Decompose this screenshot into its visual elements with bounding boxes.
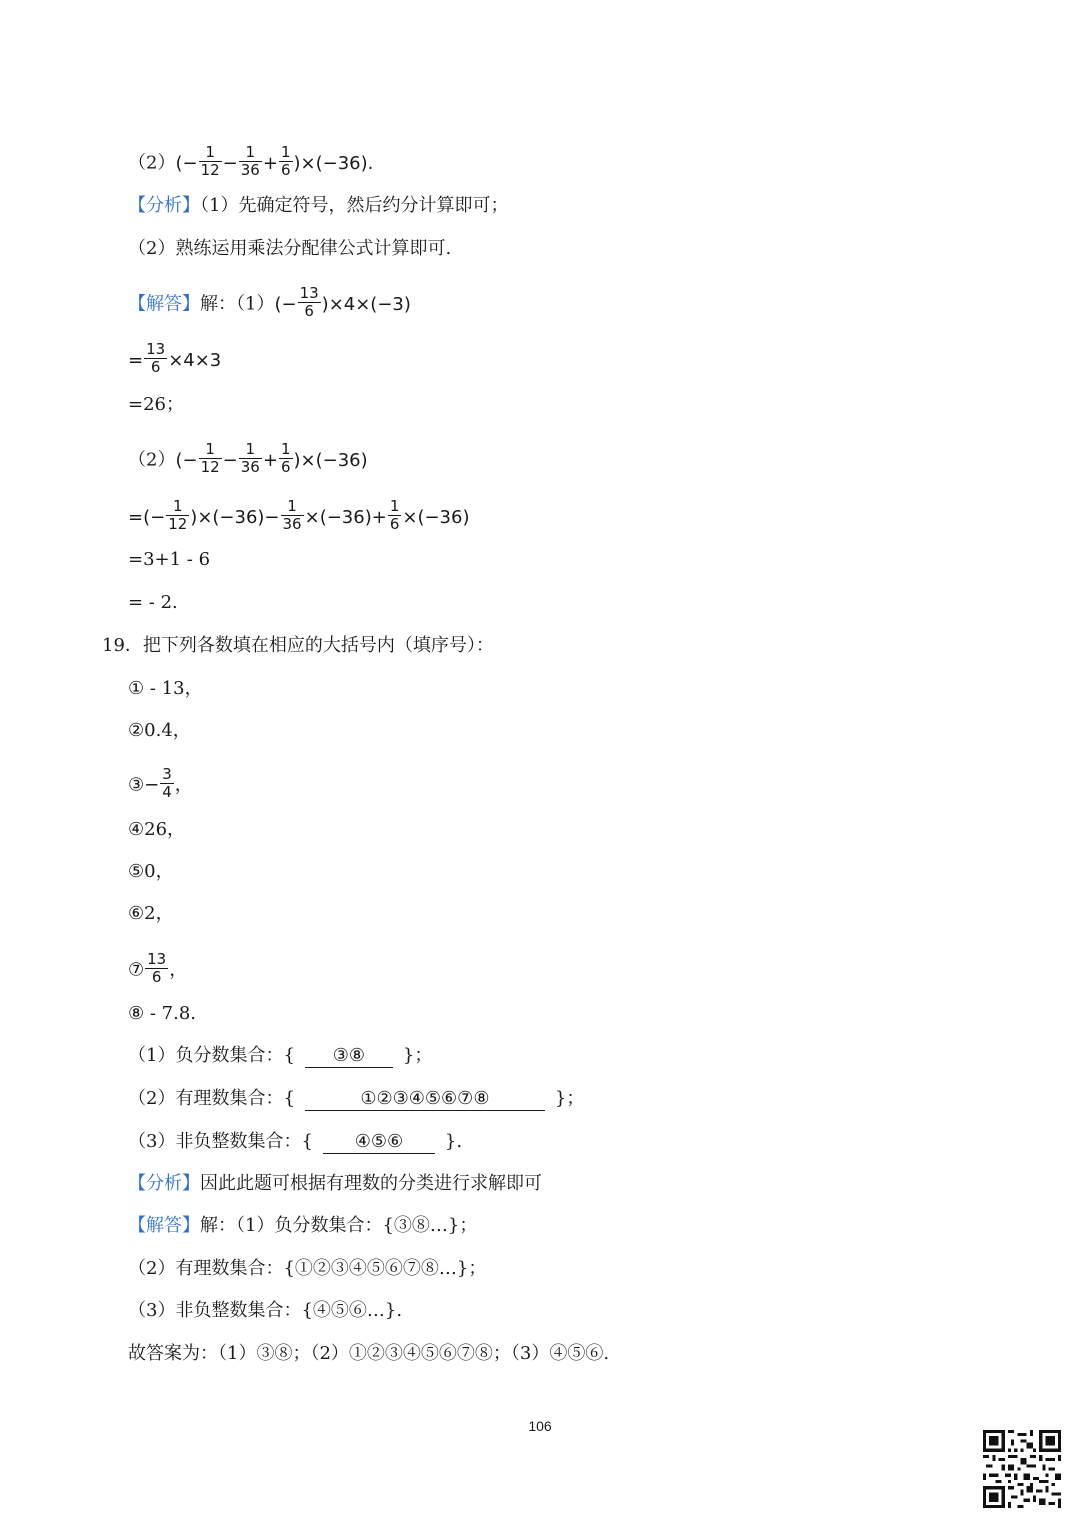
answer-tag: 【解答】 — [128, 293, 200, 315]
denominator: 36 — [282, 515, 302, 533]
step-1-expr — [128, 340, 222, 376]
prev-step-2: =26； — [128, 394, 184, 415]
numerator: 3 — [162, 765, 172, 783]
item-label: ⑧ — [128, 1003, 145, 1024]
denominator: 36 — [240, 458, 260, 476]
set-label: （3）非负整数集合：{ — [128, 1131, 313, 1152]
qr-code-icon — [983, 1430, 1061, 1508]
fraction — [239, 441, 262, 476]
denominator: 4 — [162, 783, 172, 801]
math-text: )×(−36) — [293, 449, 368, 471]
math-text: ( — [274, 293, 282, 315]
math-text: ×(−36)+ — [304, 506, 387, 528]
denominator: 6 — [389, 515, 400, 533]
q19-item-6 — [128, 901, 174, 927]
prev-question-num: （2） — [128, 152, 176, 174]
math-text: )×4×(−3) — [321, 293, 411, 315]
numerator: 1 — [166, 498, 189, 516]
q19-item-3 — [128, 765, 193, 803]
answer-1-expr — [274, 284, 411, 320]
item-label: ⑤ — [128, 861, 145, 882]
fraction — [199, 144, 222, 179]
math-text: − — [182, 152, 198, 174]
prev-answer-2 — [128, 440, 368, 478]
prev-step-3 — [128, 497, 470, 535]
fraction — [199, 441, 222, 476]
q19-item-7 — [128, 950, 188, 988]
q19-stem: 19．把下列各数填在相应的大括号内（填序号）： — [102, 635, 494, 656]
set-close: }； — [554, 1088, 585, 1109]
prev-analysis-2: （2）熟练运用乘法分配律公式计算即可. — [128, 238, 452, 259]
item-value: - 7.8. — [144, 1003, 197, 1024]
math-text: ( — [175, 449, 183, 471]
prev-step-1 — [128, 340, 222, 378]
numerator: 1 — [389, 497, 400, 515]
denominator: 12 — [168, 515, 188, 533]
math-text: )×(−36)− — [190, 506, 280, 528]
fraction — [298, 285, 321, 320]
q19-item-4 — [128, 817, 185, 843]
math-text: ( — [175, 152, 183, 174]
q19-final-answer: 故答案为：（1）③⑧；（2）①②③④⑤⑥⑦⑧；（3）④⑤⑥. — [128, 1343, 610, 1364]
denominator: 12 — [200, 458, 220, 476]
item-fraction — [145, 951, 168, 986]
item-fraction — [160, 766, 174, 801]
item-value: 0.4， — [144, 720, 191, 741]
item-value: - 13， — [144, 678, 203, 699]
numerator: 1 — [280, 440, 291, 458]
analysis-text-1: （1）先确定符号，然后约分计算即可； — [200, 195, 509, 216]
math-text: = — [128, 349, 144, 371]
q19-set-2 — [128, 1086, 584, 1112]
item-suffix: ， — [169, 959, 188, 981]
item-label: ③ — [128, 774, 145, 796]
numerator: 1 — [239, 144, 262, 162]
item-label: ④ — [128, 819, 145, 840]
math-text: ×4×3 — [168, 349, 222, 371]
item-label: ① — [128, 678, 145, 699]
numerator: 1 — [199, 144, 222, 162]
denominator: 12 — [200, 161, 220, 179]
analysis-tag: 【分析】 — [128, 195, 200, 216]
answer-2-num: （2） — [128, 449, 176, 471]
numerator: 1 — [281, 498, 304, 516]
item-value: 0， — [144, 861, 174, 882]
fraction — [281, 498, 304, 533]
answer-2-expr — [175, 440, 368, 476]
step-3-expr — [128, 497, 470, 533]
answer-text-1: 解：（1）负分数集合：{③⑧…}； — [200, 1215, 478, 1236]
set-answer-blank: ④⑤⑥ — [323, 1131, 435, 1154]
q19-answer-3: （3）非负整数集合：{④⑤⑥…}. — [128, 1300, 403, 1321]
denominator: 6 — [151, 968, 162, 986]
prev-analysis-1 — [128, 193, 508, 219]
math-text: − — [222, 449, 238, 471]
prev-question-2 — [128, 143, 374, 181]
fraction — [144, 341, 167, 376]
q19-analysis — [128, 1171, 542, 1197]
set-answer-blank: ①②③④⑤⑥⑦⑧ — [305, 1088, 545, 1111]
denominator: 6 — [280, 458, 291, 476]
q19-item-5 — [128, 859, 174, 885]
fraction — [279, 144, 293, 179]
denominator: 6 — [280, 161, 291, 179]
answer-tag: 【解答】 — [128, 1215, 200, 1236]
fraction — [239, 144, 262, 179]
denominator: 36 — [240, 161, 260, 179]
item-suffix: ， — [174, 774, 193, 796]
set-close: }； — [402, 1045, 433, 1066]
set-close: }. — [444, 1131, 463, 1152]
fraction — [166, 498, 189, 533]
item-prefix: − — [144, 774, 160, 796]
fraction — [279, 441, 293, 476]
q19-answer-1 — [128, 1213, 477, 1239]
numerator: 13 — [299, 284, 319, 302]
numerator: 13 — [147, 950, 167, 968]
page-number: 106 — [528, 1418, 552, 1434]
math-text: + — [262, 449, 278, 471]
item-value: 26， — [144, 819, 186, 840]
math-text: − — [281, 293, 297, 315]
set-label: （2）有理数集合：{ — [128, 1088, 295, 1109]
answer-lead: 解：（1） — [200, 293, 275, 315]
math-text: − — [222, 152, 238, 174]
numerator: 1 — [199, 441, 222, 459]
math-text: =( — [128, 506, 151, 528]
math-text: + — [262, 152, 278, 174]
q19-set-1 — [128, 1043, 432, 1069]
item-label: ⑥ — [128, 903, 145, 924]
q19-item-1 — [128, 676, 203, 702]
denominator: 6 — [150, 358, 161, 376]
q19-answer-2: （2）有理数集合：{①②③④⑤⑥⑦⑧…}； — [128, 1258, 487, 1279]
numerator: 1 — [280, 143, 291, 161]
analysis-text: 因此此题可根据有理数的分类进行求解即可 — [200, 1173, 542, 1194]
q19-item-8 — [128, 1001, 196, 1027]
prev-question-expr — [175, 143, 374, 179]
math-text: − — [182, 449, 198, 471]
numerator: 13 — [146, 340, 166, 358]
math-text: − — [150, 506, 166, 528]
q19-set-3 — [128, 1129, 462, 1155]
item-label: ② — [128, 720, 145, 741]
analysis-tag: 【分析】 — [128, 1173, 200, 1194]
set-answer-blank: ③⑧ — [305, 1045, 393, 1068]
prev-step-4: =3+1 - 6 — [128, 549, 211, 570]
fraction — [388, 498, 402, 533]
numerator: 1 — [239, 441, 262, 459]
prev-answer-1 — [128, 284, 411, 322]
q19-item-2 — [128, 718, 191, 744]
item-label: ⑦ — [128, 959, 145, 981]
denominator: 6 — [304, 302, 314, 320]
prev-step-5: = - 2. — [128, 592, 178, 613]
item-value: 2， — [144, 903, 174, 924]
math-text: )×(−36). — [293, 152, 374, 174]
math-text: ×(−36) — [402, 506, 470, 528]
set-label: （1）负分数集合：{ — [128, 1045, 295, 1066]
